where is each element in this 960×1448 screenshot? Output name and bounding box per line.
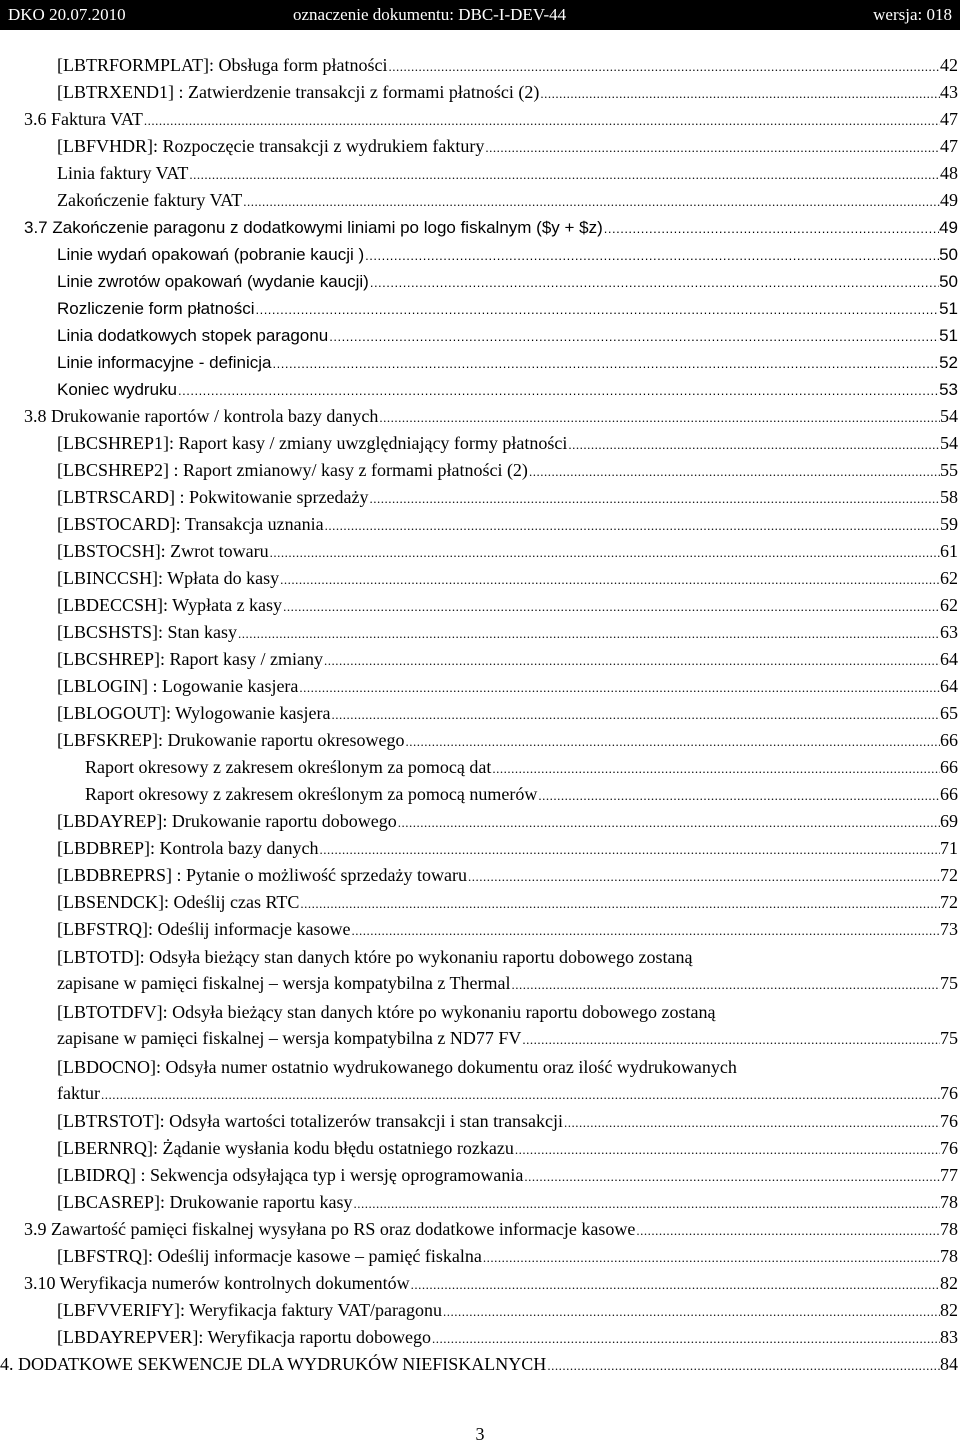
toc-entry-title: Koniec wydruku xyxy=(57,380,178,399)
toc-entry-page: 71 xyxy=(940,838,958,858)
toc-entry-title: [LBDAYREP]: Drukowanie raportu dobowego xyxy=(57,811,397,831)
toc-entry-title: 3.10 Weryfikacja numerów kontrolnych dokumentów xyxy=(24,1273,410,1293)
toc-entry-title: zapisane w pamięci fiskalnej – wersja kompatybilna z Thermal xyxy=(57,973,511,993)
toc-entry-title: Linia dodatkowych stopek paragonu xyxy=(57,326,329,345)
toc-entry-page: 59 xyxy=(940,514,958,534)
toc-leader-dots xyxy=(389,53,941,79)
toc-leader-dots xyxy=(178,377,939,403)
toc-entry[interactable] xyxy=(57,349,958,376)
toc-entry-title: [LBTRXEND1] : Zatwierdzenie transakcji z formami płatności (2) xyxy=(57,82,540,102)
toc-entry-title: Raport okresowy z zakresem określonym za pomocą numerów xyxy=(85,784,538,804)
toc-entry[interactable] xyxy=(85,754,958,781)
toc-entry-page: 72 xyxy=(940,892,958,912)
toc-entry-title: 3.7 Zakończenie paragonu z dodatkowymi liniami po logo fiskalnym ($y + $z) xyxy=(24,218,603,237)
toc-entry[interactable] xyxy=(24,1270,958,1297)
toc-entry-page: 42 xyxy=(940,55,958,75)
header-date: DKO 20.07.2010 xyxy=(8,5,126,24)
toc-entry-page: 49 xyxy=(940,190,958,210)
toc-entry[interactable] xyxy=(57,1025,958,1052)
toc-entry[interactable] xyxy=(24,106,958,133)
toc-entry[interactable] xyxy=(57,484,958,511)
toc-entry-page: 66 xyxy=(940,784,958,804)
toc-entry-page: 84 xyxy=(940,1354,958,1374)
toc-entry[interactable] xyxy=(57,187,958,214)
toc-entry-title: [LBCSHREP2] : Raport zmianowy/ kasy z formami płatności (2) xyxy=(57,460,528,480)
toc-entry-page: 82 xyxy=(940,1300,958,1320)
toc-leader-dots xyxy=(540,80,940,106)
toc-entry-page: 78 xyxy=(940,1192,958,1212)
toc-entry[interactable] xyxy=(57,511,958,538)
toc-entry-title: [LBERNRQ]: Żądanie wysłania kodu błędu ostatniego rozkazu xyxy=(57,1138,514,1158)
toc-entry-title: Linie zwrotów opakowań (wydanie kaucji) xyxy=(57,272,369,291)
toc-entry[interactable] xyxy=(57,160,958,187)
toc-leader-dots xyxy=(324,647,940,673)
toc-entry[interactable] xyxy=(57,1297,958,1324)
toc-entry-page: 47 xyxy=(940,136,958,156)
toc-entry[interactable] xyxy=(57,1189,958,1216)
toc-leader-dots xyxy=(144,107,940,133)
toc-entry[interactable] xyxy=(57,1162,958,1189)
toc-entry-title: [LBCSHREP1]: Raport kasy / zmiany uwzględniający formy płatności xyxy=(57,433,568,453)
toc-entry[interactable] xyxy=(57,970,958,997)
toc-leader-dots xyxy=(568,431,940,457)
toc-entry-title: [LBLOGIN] : Logowanie kasjera xyxy=(57,676,299,696)
toc-entry[interactable] xyxy=(57,619,958,646)
toc-leader-dots xyxy=(379,404,940,430)
toc-entry-title: Rozliczenie form płatności xyxy=(57,299,255,318)
toc-entry[interactable] xyxy=(57,1080,958,1107)
toc-entry-title: [LBFSTRQ]: Odeślij informacje kasowe xyxy=(57,919,351,939)
toc-leader-dots xyxy=(512,971,940,997)
toc-entry-page: 75 xyxy=(940,1028,958,1048)
toc-entry-title: Linie wydań opakowań (pobranie kaucji ) xyxy=(57,245,365,264)
toc-entry-page: 66 xyxy=(940,757,958,777)
toc-entry-title: [LBCSHSTS]: Stan kasy xyxy=(57,622,238,642)
toc-entry-title: [LBSTOCARD]: Transakcja uznania xyxy=(57,514,324,534)
toc-leader-dots xyxy=(405,728,940,754)
toc-entry-title: [LBCASREP]: Drukowanie raportu kasy xyxy=(57,1192,353,1212)
toc-leader-dots xyxy=(300,890,940,916)
toc-entry[interactable] xyxy=(24,214,958,241)
toc-entry-title: [LBDAYREPVER]: Weryfikacja raportu dobowego xyxy=(57,1327,431,1347)
toc-entry-title: faktur xyxy=(57,1083,100,1103)
document-header xyxy=(0,0,960,30)
toc-entry-page: 78 xyxy=(940,1219,958,1239)
toc-entry-title: [LBSENDCK]: Odeślij czas RTC xyxy=(57,892,300,912)
toc-leader-dots xyxy=(319,836,940,862)
toc-entry-title: 3.8 Drukowanie raportów / kontrola bazy danych xyxy=(24,406,379,426)
toc-entry-page: 76 xyxy=(940,1111,958,1131)
toc-leader-dots xyxy=(515,1136,940,1162)
toc-entry[interactable] xyxy=(57,133,958,160)
toc-entry-first-line: [LBTOTDFV]: Odsyła bieżący stan danych które po wykonaniu raportu dobowego zostaną xyxy=(57,1002,716,1022)
toc-leader-dots xyxy=(432,1325,940,1351)
toc-entry-title: 3.6 Faktura VAT xyxy=(24,109,143,129)
toc-entry-page: 62 xyxy=(940,595,958,615)
toc-entry[interactable] xyxy=(57,376,958,403)
toc-leader-dots xyxy=(299,674,940,700)
toc-entry-title: [LBFVHDR]: Rozpoczęcie transakcji z wydrukiem faktury xyxy=(57,136,485,156)
toc-entry-page: 77 xyxy=(940,1165,958,1185)
toc-entry[interactable] xyxy=(57,700,958,727)
toc-entry-title: [LBTRSCARD] : Pokwitowanie sprzedaży xyxy=(57,487,369,507)
toc-entry-title: 4. DODATKOWE SEKWENCJE DLA WYDRUKÓW NIEFISKALNYCH xyxy=(0,1354,547,1374)
toc-entry-page: 65 xyxy=(940,703,958,723)
toc-leader-dots xyxy=(604,215,939,241)
toc-leader-dots xyxy=(332,701,940,727)
toc-leader-dots xyxy=(524,1163,940,1189)
toc-entry[interactable] xyxy=(0,1351,958,1378)
toc-entry-title: [LBCSHREP]: Raport kasy / zmiany xyxy=(57,649,323,669)
toc-entry-page: 50 xyxy=(939,272,958,291)
toc-entry-title: Linia faktury VAT xyxy=(57,163,189,183)
toc-leader-dots xyxy=(443,1298,940,1324)
toc-entry-page: 82 xyxy=(940,1273,958,1293)
toc-entry[interactable] xyxy=(57,916,958,943)
toc-entry[interactable] xyxy=(57,79,958,106)
toc-entry[interactable] xyxy=(57,1324,958,1351)
toc-leader-dots xyxy=(547,1352,940,1378)
toc-entry[interactable] xyxy=(57,241,958,268)
toc-leader-dots xyxy=(529,458,940,484)
toc-entry-first-line: [LBDOCNO]: Odsyła numer ostatnio wydrukowanego dokumentu oraz ilość wydrukowanych xyxy=(57,1057,737,1077)
toc-entry[interactable] xyxy=(57,1108,958,1135)
toc-entry-page: 47 xyxy=(940,109,958,129)
toc-leader-dots xyxy=(238,620,940,646)
toc-entry-title: [LBLOGOUT]: Wylogowanie kasjera xyxy=(57,703,331,723)
toc-entry-title: [LBSTOCSH]: Zwrot towaru xyxy=(57,541,269,561)
toc-leader-dots xyxy=(370,269,939,295)
toc-entry-page: 54 xyxy=(940,406,958,426)
toc-entry-page: 61 xyxy=(940,541,958,561)
toc-leader-dots xyxy=(273,350,940,376)
toc-entry[interactable] xyxy=(57,808,958,835)
toc-leader-dots xyxy=(255,296,939,322)
toc-entry[interactable] xyxy=(57,322,958,349)
toc-entry-title: 3.9 Zawartość pamięci fiskalnej wysyłana po RS oraz dodatkowe informacje kasowe xyxy=(24,1219,636,1239)
toc-leader-dots xyxy=(243,188,940,214)
toc-entry-page: 64 xyxy=(940,649,958,669)
toc-entry-page: 50 xyxy=(939,245,958,264)
toc-leader-dots xyxy=(564,1109,940,1135)
toc-entry-page: 63 xyxy=(940,622,958,642)
toc-entry[interactable] xyxy=(57,646,958,673)
toc-entry-page: 76 xyxy=(940,1138,958,1158)
toc-entry[interactable] xyxy=(57,538,958,565)
toc-entry-page: 58 xyxy=(940,487,958,507)
toc-entry[interactable] xyxy=(24,403,958,430)
toc-entry-page: 66 xyxy=(940,730,958,750)
toc-entry-title: [LBTRSTOT]: Odsyła wartości totalizerów transakcji i stan transakcji xyxy=(57,1111,564,1131)
toc-entry-page: 72 xyxy=(940,865,958,885)
toc-entry-page: 62 xyxy=(940,568,958,588)
toc-leader-dots xyxy=(369,485,940,511)
toc-entry-page: 48 xyxy=(940,163,958,183)
toc-entry-title: [LBTRFORMPLAT]: Obsługa form płatności xyxy=(57,55,388,75)
toc-entry-page: 55 xyxy=(940,460,958,480)
toc-entry[interactable] xyxy=(57,268,958,295)
toc-leader-dots xyxy=(483,1244,940,1270)
toc-entry[interactable] xyxy=(57,52,958,79)
toc-entry[interactable] xyxy=(57,727,958,754)
toc-leader-dots xyxy=(189,161,940,187)
toc-entry-page: 53 xyxy=(939,380,958,399)
toc-entry-page: 52 xyxy=(939,353,958,372)
toc-entry-title: zapisane w pamięci fiskalnej – wersja kompatybilna z ND77 FV xyxy=(57,1028,522,1048)
toc-leader-dots xyxy=(353,1190,940,1216)
toc-entry-title: [LBIDRQ] : Sekwencja odsyłająca typ i wersję oprogramowania xyxy=(57,1165,524,1185)
toc-entry-title: [LBDBREP]: Kontrola bazy danych xyxy=(57,838,319,858)
toc-entry[interactable] xyxy=(57,565,958,592)
toc-leader-dots xyxy=(365,242,939,268)
toc-entry-page: 43 xyxy=(940,82,958,102)
page-number: 3 xyxy=(475,1424,485,1444)
toc-entry-title: Zakończenie faktury VAT xyxy=(57,190,243,210)
toc-entry-page: 49 xyxy=(939,218,958,237)
toc-entry[interactable] xyxy=(57,835,958,862)
toc-leader-dots xyxy=(101,1081,940,1107)
toc-entry[interactable] xyxy=(57,457,958,484)
toc-entry-title: Raport okresowy z zakresem określonym za pomocą dat xyxy=(85,757,492,777)
toc-leader-dots xyxy=(398,809,940,835)
toc-entry-title: [LBFVVERIFY]: Weryfikacja faktury VAT/paragonu xyxy=(57,1300,442,1320)
toc-leader-dots xyxy=(468,863,940,889)
toc-leader-dots xyxy=(485,134,940,160)
toc-leader-dots xyxy=(325,512,940,538)
toc-entry[interactable] xyxy=(57,673,958,700)
toc-entry-title: [LBDECCSH]: Wypłata z kasy xyxy=(57,595,283,615)
toc-entry-page: 76 xyxy=(940,1083,958,1103)
toc-entry[interactable] xyxy=(57,1243,958,1270)
toc-entry-title: Linie informacyjne - definicja xyxy=(57,353,272,372)
toc-entry-page: 75 xyxy=(940,973,958,993)
toc-entry-page: 51 xyxy=(939,326,958,345)
toc-entry-page: 78 xyxy=(940,1246,958,1266)
toc-leader-dots xyxy=(411,1271,940,1297)
toc-entry[interactable] xyxy=(24,1216,958,1243)
toc-entry[interactable] xyxy=(57,430,958,457)
toc-entry-title: [LBDBREPRS] : Pytanie o możliwość sprzedaży towaru xyxy=(57,865,467,885)
toc-entry-title: [LBFSKREP]: Drukowanie raportu okresowego xyxy=(57,730,405,750)
toc-entry[interactable] xyxy=(85,781,958,808)
toc-leader-dots xyxy=(270,539,940,565)
toc-entry-page: 83 xyxy=(940,1327,958,1347)
toc-entry-page: 54 xyxy=(940,433,958,453)
toc-leader-dots xyxy=(538,782,940,808)
toc-entry-page: 64 xyxy=(940,676,958,696)
toc-leader-dots xyxy=(351,917,940,943)
toc-leader-dots xyxy=(492,755,940,781)
toc-entry[interactable] xyxy=(57,592,958,619)
toc-entry-page: 73 xyxy=(940,919,958,939)
toc-leader-dots xyxy=(329,323,939,349)
toc-leader-dots xyxy=(636,1217,940,1243)
toc-entry-page: 69 xyxy=(940,811,958,831)
toc-entry[interactable] xyxy=(57,889,958,916)
toc-entry-first-line: [LBTOTD]: Odsyła bieżący stan danych które po wykonaniu raportu dobowego zostaną xyxy=(57,947,693,967)
header-version: wersja: 018 xyxy=(873,5,952,24)
toc-entry-page: 51 xyxy=(939,299,958,318)
toc-leader-dots xyxy=(280,566,940,592)
toc-entry[interactable] xyxy=(57,862,958,889)
toc-leader-dots xyxy=(522,1026,940,1052)
toc-entry[interactable] xyxy=(57,295,958,322)
toc-entry-title: [LBFSTRQ]: Odeślij informacje kasowe – pamięć fiskalna xyxy=(57,1246,482,1266)
toc-leader-dots xyxy=(283,593,940,619)
toc-entry[interactable] xyxy=(57,1135,958,1162)
header-document-id: oznaczenie dokumentu: DBC-I-DEV-44 xyxy=(293,5,567,24)
toc-entry-title: [LBINCCSH]: Wpłata do kasy xyxy=(57,568,280,588)
